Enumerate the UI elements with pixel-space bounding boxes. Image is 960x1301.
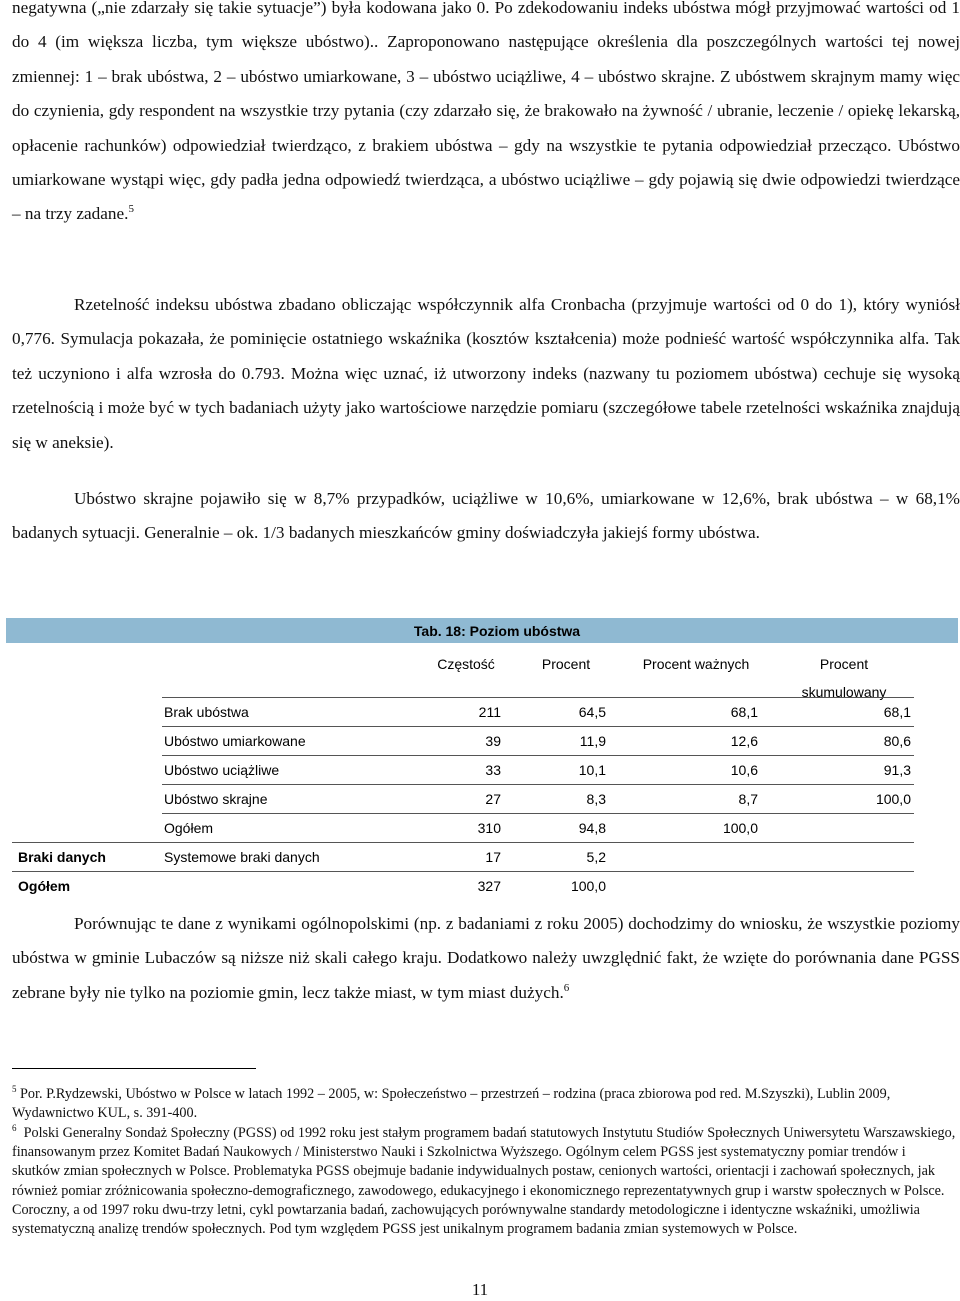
- footnote-5: [12, 1085, 957, 1123]
- table-row: Ubóstwo umiarkowane 39 11,9 12,6 80,6: [164, 733, 911, 749]
- header-frequency: Częstość: [437, 656, 495, 672]
- table-row: Ogółem 327 100,0: [18, 878, 606, 894]
- header-cumulative-percent: Procent skumulowany: [801, 656, 887, 700]
- paragraph-text: Porównując te dane z wynikami ogólnopolskimi (np. z badaniami z roku 2005) dochodzimy do wniosku, że wszystkie poziomy ubóstwa w gminie Lubaczów są niższe niż skali całego kraju. Dodatkowo należy uwzględnić fakt, że wzięte do porównania dane PGSS zebrane były nie tylko na poziomie gmin, lecz także miast, w tym miast dużych.: [12, 914, 960, 1002]
- paragraph-text: negatywna („nie zdarzały się takie sytuacje”) była kodowana jako 0. Po zdekodowaniu indeks ubóstwa mógł przyjmować wartości od 1 do 4 (im większa liczba, tym większe ubóstwo).. Zaproponowano następujące określenia dla poszczególnych wartości tej nowej zmiennej: 1 – brak ubóstwa, 2 – ubóstwo umiarkowane, 3 – ubóstwo uciążliwe, 4 – ubóstwo skrajne. Z ubóstwem skrajnym mamy więc do czynienia, gdy respondent na wszystkie trzy pytania (czy zdarzało się, że brakowało na żywność / ubranie, leczenie / opiekę lekarską, opłacenie rachunków) odpowiedział twierdząco, z brakiem ubóstwa – gdy na wszystkie te pytania odpowiedział przecząco. Ubóstwo umiarkowane wystąpi więc, gdy padła jedna odpowiedź twierdząca, a ubóstwo uciążliwe – gdy pojawią się dwie odpowiedzi twierdzące – na trzy zadane.: [12, 0, 960, 224]
- paragraph-poverty-levels: [12, 482, 960, 551]
- table-header: [6, 643, 958, 700]
- paragraph-poverty-index-coding: [12, 0, 960, 232]
- footnote-number: 6: [12, 1123, 17, 1133]
- table-row: Ogółem 310 94,8 100,0: [164, 820, 758, 836]
- header-valid-percent: Procent ważnych: [642, 656, 750, 672]
- poverty-level-table: [6, 618, 958, 900]
- footnote-6: [12, 1124, 957, 1239]
- footnote-number: 5: [12, 1084, 17, 1094]
- footnote-text: Polski Generalny Sondaż Społeczny (PGSS) od 1992 roku jest stałym programem badań statutowych Instytutu Studiów Społecznych Uniwersytetu Warszawskiego, finansowanym przez Komitet Badań Naukowych / Ministerstwo Nauki i Szkolnictwa Wyższego. Ogólnym celem PGSS jest systematyczny pomiar trendów i skutków zmian społecznych w Polsce. Problematyka PGSS obejmuje badanie indywidualnych postaw, cenionych wartości, orientacji i zachowań społecznych, jak również pomiar zróżnicowania społeczno-demograficznego, zawodowego, edukacyjnego i ekonomicznego reprezentatywnych grup i warstw społecznych w Polsce. Coroczny, a od 1997 roku dwu-trzy letni, cykl powtarzania badań, zachowujących porównywalne standardy metodologiczne i identyczne wskaźniki, umożliwia systematyczną analizę trendów społecznych. Pod tym względem PGSS jest unikalnym programem badania zmian systemowych w Polsce.: [12, 1125, 956, 1238]
- footnote-ref-6: 6: [563, 981, 570, 994]
- paragraph-national-comparison: [12, 907, 960, 1010]
- footnote-text: Por. P.Rydzewski, Ubóstwo w Polsce w latach 1992 – 2005, w: Społeczeństwo – przestrzeń – rodzina (praca zbiorowa pod red. M.Szyszki), Lublin 2009, Wydawnictwo KUL, s. 391-400.: [12, 1086, 891, 1122]
- page-number: 11: [471, 1280, 489, 1299]
- paragraph-reliability: [12, 288, 960, 460]
- paragraph-text: Rzetelność indeksu ubóstwa zbadano obliczając współczynnik alfa Cronbacha (przyjmuje wartości od 0 do 1), który wyniósł 0,776. Symulacja pokazała, że pominięcie ostatniego wskaźnika (kosztów kształcenia) może podnieść wartość współczynnika alfa. Tak też uczyniono i alfa wzrosła do 0.793. Można więc uznać, iż utworzony indeks (nazwany tu poziomem ubóstwa) cechuje się wysoką rzetelnością i może być w tych badaniach użyty jako wartościowe narzędzie pomiaru (szczegółowe tabele rzetelności wskaźnika znajdują się w aneksie).: [12, 295, 960, 452]
- table-row: Ubóstwo skrajne 27 8,3 8,7 100,0: [164, 791, 911, 807]
- paragraph-text: Ubóstwo skrajne pojawiło się w 8,7% przypadków, uciążliwe w 10,6%, umiarkowane w 12,6%, brak ubóstwa – w 68,1% badanych sytuacji. Generalnie – ok. 1/3 badanych mieszkańców gminy doświadczyła jakiejś formy ubóstwa.: [12, 489, 960, 543]
- table-row: Brak ubóstwa 211 64,5 68,1 68,1: [164, 704, 911, 720]
- header-percent: Procent: [541, 656, 591, 672]
- table-row: Braki danych Systemowe braki danych 17 5,2: [18, 849, 606, 865]
- footnote-ref-5: 5: [128, 203, 134, 216]
- footnote-separator: [12, 1068, 256, 1069]
- table-title: Tab. 18: Poziom ubóstwa: [6, 618, 958, 643]
- table-row: Ubóstwo uciążliwe 33 10,1 10,6 91,3: [164, 762, 911, 778]
